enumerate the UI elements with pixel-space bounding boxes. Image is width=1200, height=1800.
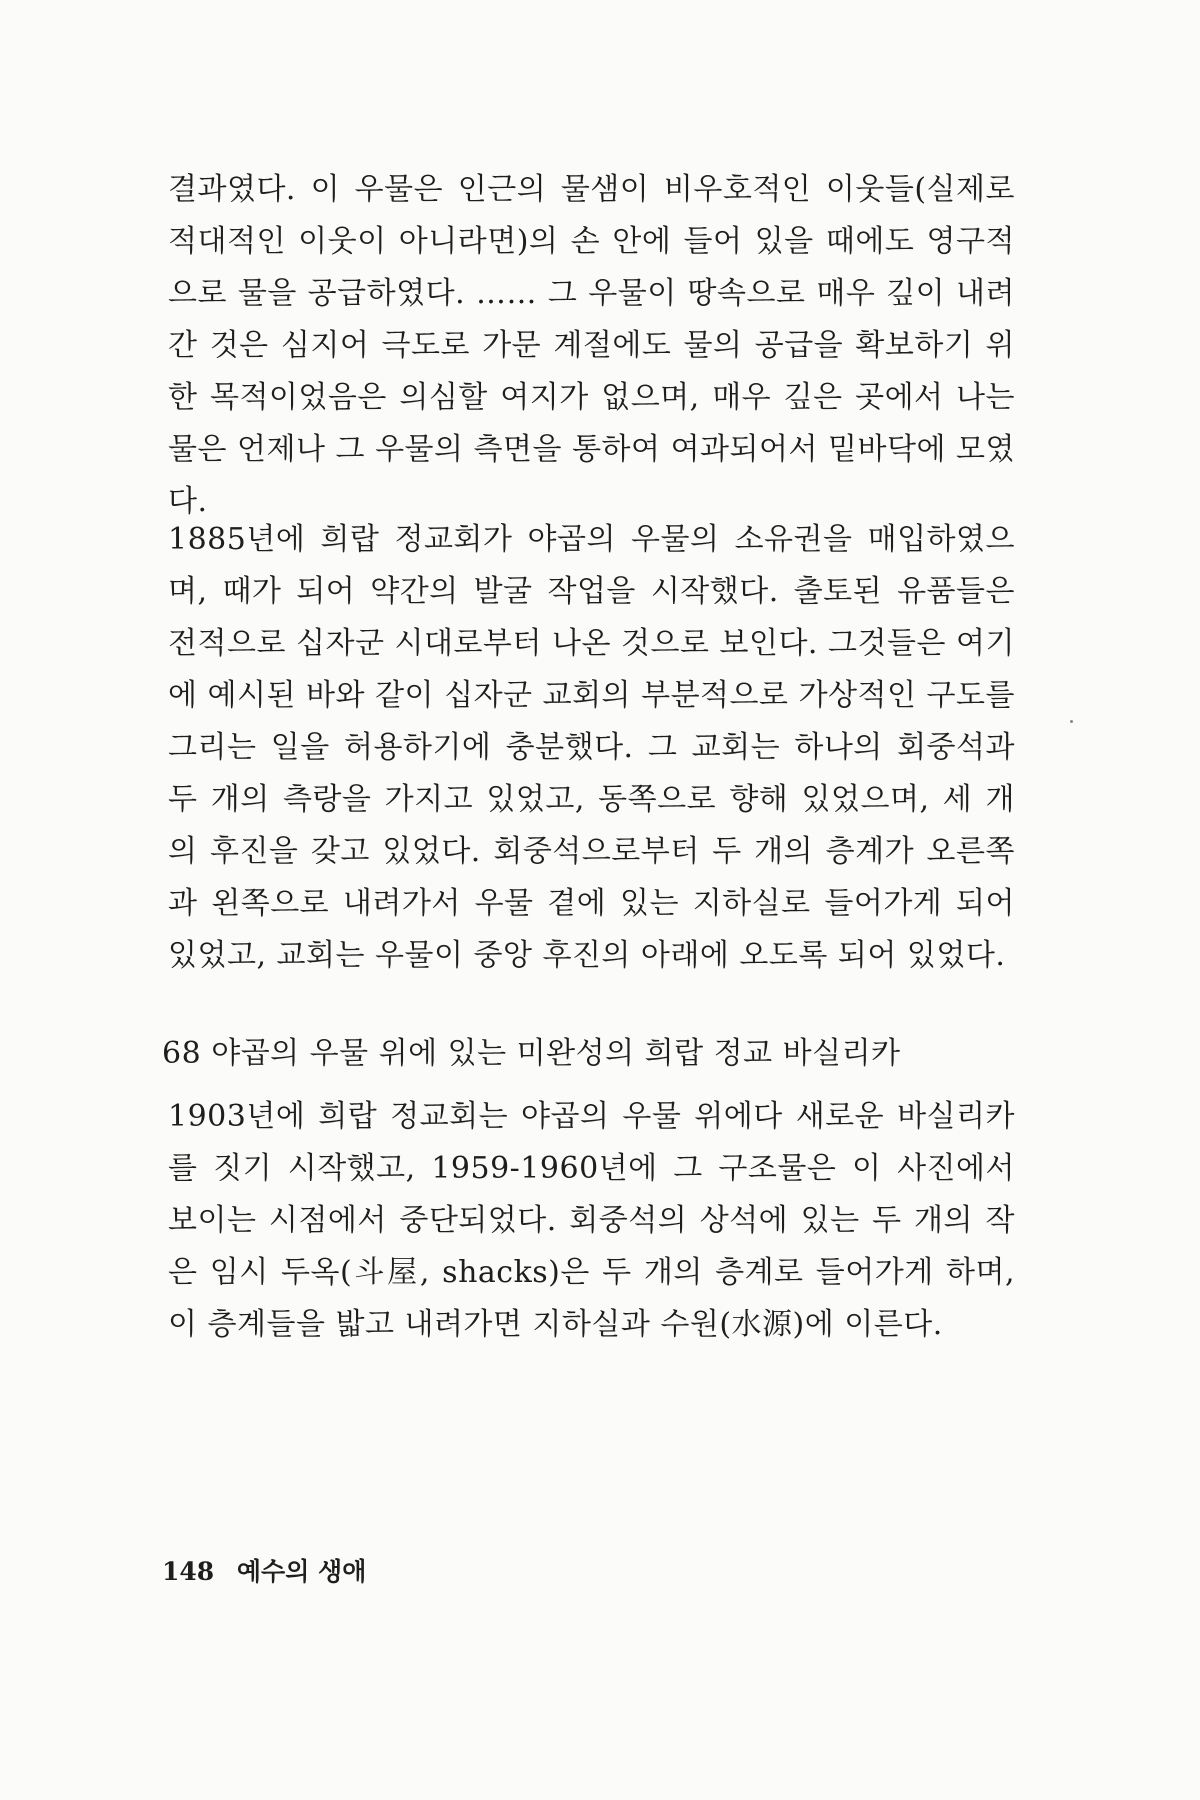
quote-continuation-paragraph: 결과였다. 이 우물은 인근의 물샘이 비우호적인 이웃들(실제로 적대적인 이웃이 아니라면)의 손 안에 들어 있을 때에도 영구적으로 물을 공급하였다. …… 그 우물이 땅속으로 매우 깊이 내려간 것은 심지어 극도로 가문 계절에도 물의 공급을 확보하기 위한 목적이었음은 의심할 여지가 없으며, 매우 깊은 곳에서 나는 물은 언제나 그 우물의 측면을 통하여 여과되어서 밑바닥에 모였다. [168,172,1015,519]
history-1885-paragraph: 1885년에 희랍 정교회가 야곱의 우물의 소유권을 매입하였으며, 때가 되어 약간의 발굴 작업을 시작했다. 출토된 유품들은 전적으로 십자군 시대로부터 나온 것으로 보인다. 그것들은 여기에 예시된 바와 같이 십자군 교회의 부분적으로 가상적인 구도를 그리는 일을 허용하기에 충분했다. 그 교회는 하나의 회중석과 두 개의 측랑을 가지고 있었고, 동쪽으로 향해 있었으며, 세 개의 후진을 갖고 있었다. 회중석으로부터 두 개의 층계가 오른쪽과 왼쪽으로 내려가서 우물 곁에 있는 지하실로 들어가게 되어 있었고, 교회는 우물이 중앙 후진의 아래에 오도록 되어 있었다. [168,522,1015,973]
page-number: 148 [162,1557,215,1586]
page-footer [162,1556,366,1588]
figure-caption-body: 1903년에 희랍 정교회는 야곱의 우물 위에다 새로운 바실리카를 짓기 시작했고, 1959-1960년에 그 구조물은 이 사진에서 보이는 시점에서 중단되었다. 회중석의 상석에 있는 두 개의 작은 임시 두옥(斗屋, shacks)은 두 개의 층계로 들어가게 하며, 이 층계들을 밟고 내려가면 지하실과 수원(水源)에 이른다. [168,1099,1015,1342]
scan-dot-mark [1070,720,1073,723]
figure-caption-title: 68 야곱의 우물 위에 있는 미완성의 희랍 정교 바실리카 [162,1036,901,1071]
running-book-title: 예수의 생애 [236,1557,367,1586]
